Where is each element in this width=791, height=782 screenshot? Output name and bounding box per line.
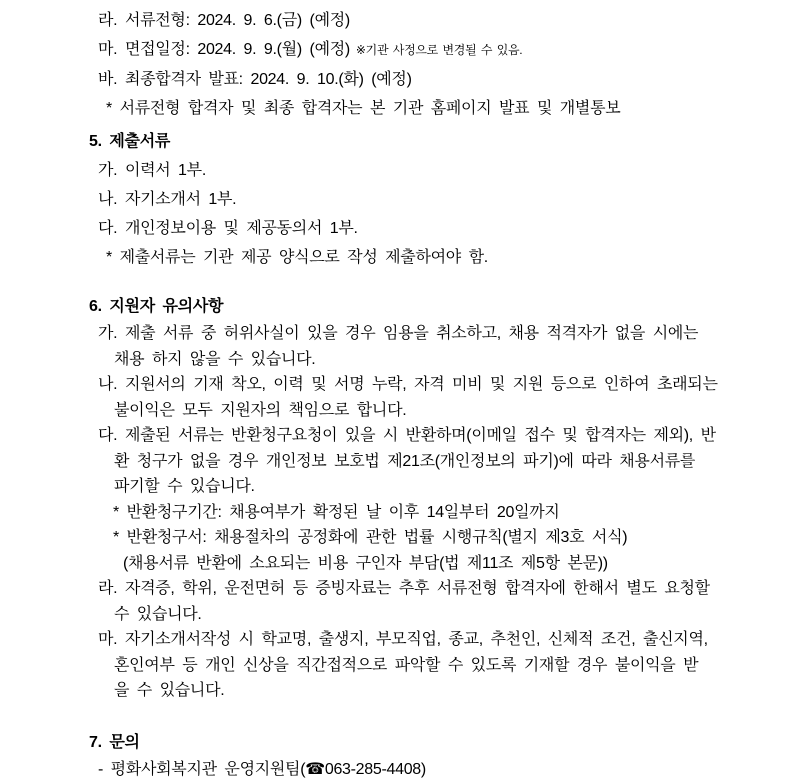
document-line [114, 602, 731, 628]
line-text: * 반환청구기간: 채용여부가 확정된 날 이후 14일부터 20일까지 [113, 504, 560, 521]
document-line [114, 678, 731, 704]
document-line [98, 156, 731, 185]
line-text: 6. 지원자 유의사항 [89, 298, 223, 315]
document-line [98, 372, 731, 398]
line-text: 라. 자격증, 학위, 운전면허 등 증빙자료는 추후 서류전형 합격자에 한해서 별도 요청할 [98, 580, 710, 597]
line-text: 파기할 수 있습니다. [114, 478, 255, 495]
document-line [114, 347, 731, 373]
document-line [114, 398, 731, 424]
document-line [98, 185, 731, 214]
line-text: 수 있습니다. [114, 606, 202, 623]
line-text: * 반환청구서: 채용절차의 공정화에 관한 법률 시행규칙(별지 제3호 서식) [113, 529, 627, 546]
document-line [114, 449, 731, 475]
document-line [123, 551, 731, 577]
document-line [106, 94, 731, 123]
line-text: (채용서류 반환에 소요되는 비용 구인자 부담(법 제11조 제5항 본문)) [123, 555, 608, 572]
document-line [106, 243, 731, 272]
document-line [98, 321, 731, 347]
line-text: 바. 최종합격자 발표: 2024. 9. 10.(화) (예정) [98, 71, 412, 88]
line-text: 환 청구가 없을 경우 개인정보 보호법 제21조(개인정보의 파기)에 따라 채용서류를 [114, 453, 695, 470]
line-text: 7. 문의 [89, 734, 140, 751]
line-text: 나. 자기소개서 1부. [98, 191, 236, 208]
line-text: 라. 서류전형: 2024. 9. 6.(금) (예정) [98, 12, 350, 29]
document-line [113, 525, 731, 551]
document-line [98, 423, 731, 449]
document-line [98, 65, 731, 94]
line-text: 가. 이력서 1부. [98, 162, 206, 179]
line-text: 마. 자기소개서작성 시 학교명, 출생지, 부모직업, 종교, 추천인, 신체적 조건, 출신지역, [98, 631, 708, 648]
document-line [98, 35, 731, 65]
line-text: - 평화사회복지관 운영지원팀(☎063-285-4408) [98, 761, 426, 778]
document-line [98, 214, 731, 243]
section-heading [89, 292, 731, 321]
line-text: * 서류전형 합격자 및 최종 합격자는 본 기관 홈페이지 발표 및 개별통보 [106, 100, 620, 117]
line-text: 마. 면접일정: 2024. 9. 9.(월) (예정) [98, 41, 350, 58]
line-text: 다. 제출된 서류는 반환청구요청이 있을 시 반환하며(이메일 접수 및 합격자는 제외), 반 [98, 427, 716, 444]
line-text: 나. 지원서의 기재 착오, 이력 및 서명 누락, 자격 미비 및 지원 등으로 인하여 초래되는 [98, 376, 718, 393]
line-text: 5. 제출서류 [89, 133, 170, 150]
line-text: 혼인여부 등 개인 신상을 직간접적으로 파악할 수 있도록 기재할 경우 불이익을 받 [114, 657, 698, 674]
line-text: 다. 개인정보이용 및 제공동의서 1부. [98, 220, 358, 237]
document-line [114, 653, 731, 679]
document-line [98, 757, 731, 782]
line-text: 채용 하지 않을 수 있습니다. [114, 351, 315, 368]
footnote-text: ※기관 사정으로 변경될 수 있음. [356, 43, 522, 57]
document-line [114, 474, 731, 500]
line-text: 을 수 있습니다. [114, 682, 224, 699]
document-line [98, 6, 731, 35]
section-heading [89, 728, 731, 757]
line-text: 불이익은 모두 지원자의 책임으로 합니다. [114, 402, 406, 419]
document-line [113, 500, 731, 526]
line-text: * 제출서류는 기관 제공 양식으로 작성 제출하여야 함. [106, 249, 488, 266]
section-heading [89, 127, 731, 156]
document-line [98, 576, 731, 602]
document-line [98, 627, 731, 653]
line-text: 가. 제출 서류 중 허위사실이 있을 경우 임용을 취소하고, 채용 적격자가 없을 시에는 [98, 325, 698, 342]
